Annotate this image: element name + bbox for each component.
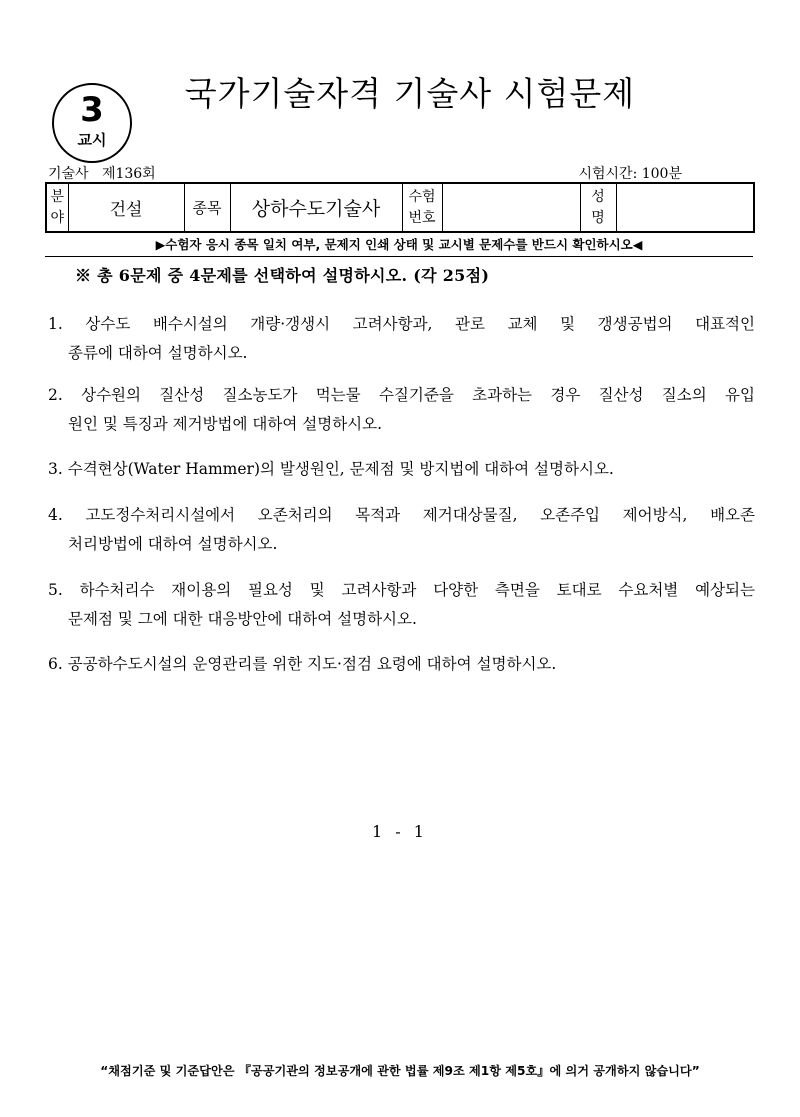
question-text: 5. 하수처리수 재이용의 필요성 및 고려사항과 다양한 측면을 토대로 수요처별 예상되는	[48, 581, 755, 599]
period-label: 교시	[77, 131, 107, 149]
period-number: 3	[80, 90, 104, 130]
question-text-cont: 처리방법에 대하여 설명하시오.	[68, 535, 278, 553]
question-text-cont: 문제점 및 그에 대한 대응방안에 대하여 설명하시오.	[68, 610, 417, 628]
divider	[45, 256, 753, 257]
period-badge	[52, 83, 132, 163]
exam-number-label: 수험 번호	[402, 183, 442, 232]
category-label: 종목	[184, 183, 230, 232]
page-title: 국가기술자격 기술사 시험문제	[184, 74, 636, 113]
category-value: 상하수도기술사	[230, 183, 402, 232]
page-number: 1 - 1	[372, 822, 428, 841]
exam-time: 시험시간: 100분	[578, 166, 682, 182]
exam-info	[48, 163, 156, 183]
check-notice: ▶수험자 응시 종목 일치 여부, 문제지 인쇄 상태 및 교시별 문제수를 반드시 확인하시오◀	[155, 237, 643, 252]
question-text-cont: 원인 및 특징과 제거방법에 대하여 설명하시오.	[68, 415, 383, 433]
instruction: ※ 총 6문제 중 4문제를 선택하여 설명하시오. (각 25점)	[75, 266, 490, 285]
question-2	[48, 381, 755, 439]
disclosure-footer: “채점기준 및 기준답안은 『공공기관의 정보공개에 관한 법률 제9조 제1항 제5호』에 의거 공개하지 않습니다”	[100, 1064, 700, 1078]
field-label: 분 야	[46, 183, 68, 232]
question-1	[48, 310, 755, 368]
exam-number-field[interactable]	[442, 183, 580, 232]
question-text: 2. 상수원의 질산성 질소농도가 먹는물 수질기준을 초과하는 경우 질산성 질소의 유입	[48, 386, 755, 404]
question-text: 1. 상수도 배수시설의 개량·갱생시 고려사항과, 관로 교체 및 갱생공법의 대표적인	[48, 315, 755, 333]
exam-name: 기술사	[48, 166, 89, 182]
name-label: 성 명	[580, 183, 616, 232]
exam-round: 제136회	[101, 166, 156, 182]
question-text: 3. 수격현상(Water Hammer)의 발생원인, 문제점 및 방지법에 대하여 설명하시오.	[48, 460, 614, 478]
question-text: 6. 공공하수도시설의 운영관리를 위한 지도·점검 요령에 대하여 설명하시오.	[48, 655, 557, 673]
question-5	[48, 576, 755, 634]
field-value: 건설	[68, 183, 184, 232]
question-text-cont: 종류에 대하여 설명하시오.	[68, 344, 248, 362]
question-text: 4. 고도정수처리시설에서 오존처리의 목적과 제거대상물질, 오존주입 제어방식, 배오존	[48, 506, 755, 524]
name-field[interactable]	[616, 183, 754, 232]
question-4	[48, 501, 755, 559]
question-3	[48, 455, 755, 484]
exam-info-table	[45, 182, 755, 233]
question-6	[48, 650, 755, 679]
